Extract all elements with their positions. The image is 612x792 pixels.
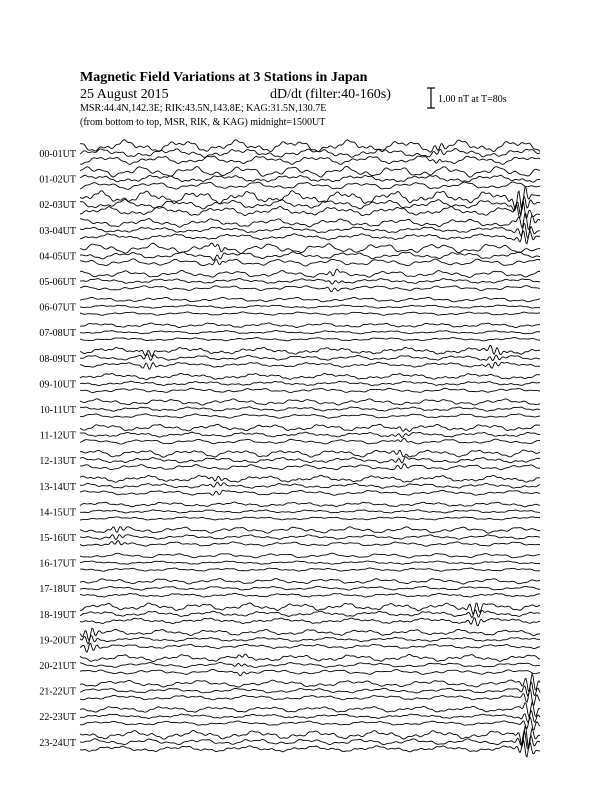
trace-rik [80, 149, 540, 158]
hour-row [39, 654, 540, 676]
row-label: 19-20UT [39, 635, 76, 647]
row-label: 07-08UT [39, 328, 76, 340]
hour-row [39, 553, 540, 571]
order-note: (from bottom to top, MSR, RIK, & KAG) midnight=1500UT [80, 117, 326, 128]
row-label: 03-04UT [39, 225, 76, 237]
trace-rik [80, 252, 540, 260]
hour-row [39, 323, 540, 341]
chart-title: Magnetic Field Variations at 3 Stations in Japan [80, 70, 368, 85]
trace-kag [80, 502, 540, 507]
hour-row [39, 187, 540, 218]
row-label: 05-06UT [39, 277, 76, 288]
trace-kag [80, 243, 540, 253]
trace-msr [80, 286, 540, 292]
trace-kag [80, 603, 540, 614]
trace-kag [80, 475, 540, 482]
trace-rik [80, 279, 540, 285]
trace-kag [80, 553, 540, 558]
hour-row [39, 702, 540, 729]
trace-msr [80, 438, 540, 444]
row-label: 11-12UT [39, 430, 76, 442]
trace-rik [80, 432, 540, 437]
trace-rik [80, 175, 540, 182]
quantity-label: dD/dt (filter:40-160s) [270, 87, 391, 102]
hour-row [39, 297, 540, 315]
trace-rik [80, 535, 540, 540]
hour-row [40, 424, 540, 444]
row-label: 04-05UT [39, 251, 76, 263]
trace-msr [80, 670, 540, 676]
trace-rik [80, 610, 540, 618]
trace-kag [80, 323, 540, 328]
hour-row [39, 450, 540, 470]
hour-row [40, 399, 540, 418]
trace-rik [80, 457, 540, 463]
row-label: 12-13UT [39, 456, 76, 468]
row-label: 17-18UT [39, 584, 76, 596]
scale-bar [427, 88, 435, 108]
hour-row [39, 579, 540, 598]
trace-msr [80, 338, 540, 341]
trace-msr [80, 182, 540, 189]
row-label: 08-09UT [39, 353, 76, 365]
row-label: 22-23UT [39, 712, 76, 724]
trace-kag [80, 527, 540, 533]
hour-row [39, 243, 540, 266]
hour-row [39, 345, 540, 369]
trace-msr [80, 568, 540, 571]
row-label: 16-17UT [39, 558, 76, 570]
trace-kag [80, 399, 540, 405]
trace-msr [80, 517, 540, 520]
row-label: 14-15UT [39, 507, 76, 519]
scale-label: 1.00 nT at T=80s [438, 94, 507, 105]
hour-row [39, 140, 540, 165]
date-label: 25 August 2015 [80, 87, 169, 102]
trace-kag [80, 373, 540, 379]
hour-row [39, 727, 540, 757]
trace-msr [80, 362, 540, 369]
trace-kag [80, 450, 540, 457]
row-label: 06-07UT [39, 302, 76, 314]
trace-rik [80, 381, 540, 385]
trace-msr [80, 414, 540, 418]
row-label: 20-21UT [39, 661, 76, 672]
hour-row [39, 603, 540, 626]
hour-row [39, 166, 540, 189]
trace-kag [80, 424, 540, 431]
trace-rik [80, 482, 540, 488]
stations-label: MSR:44.4N,142.3E; RIK:43.5N,143.8E; KAG:31.5N,130.7E [80, 103, 327, 114]
row-label: 18-19UT [39, 609, 76, 621]
trace-msr [80, 717, 540, 730]
trace-rik [80, 662, 540, 667]
row-label: 23-24UT [39, 737, 76, 749]
row-label: 01-02UT [39, 174, 76, 186]
trace-msr [80, 740, 540, 757]
trace-msr [80, 231, 540, 244]
trace-kag [80, 345, 540, 356]
trace-msr [80, 156, 540, 164]
hour-row [39, 527, 540, 547]
row-label: 02-03UT [39, 200, 76, 212]
trace-msr [80, 689, 540, 705]
trace-msr [80, 388, 540, 392]
trace-rik [80, 407, 540, 411]
trace-kag [80, 727, 540, 748]
row-label: 21-22UT [39, 686, 76, 698]
row-label: 13-14UT [39, 481, 76, 493]
trace-kag [80, 702, 540, 717]
trace-rik [80, 354, 540, 361]
trace-rik [80, 561, 540, 564]
trace-msr [80, 643, 540, 652]
trace-rik [80, 331, 540, 334]
trace-rik [80, 510, 540, 513]
trace-rik [80, 636, 540, 644]
trace-msr [80, 593, 540, 597]
trace-msr [80, 259, 540, 266]
hour-row [39, 475, 540, 495]
hour-row [39, 502, 540, 520]
row-label: 09-10UT [39, 379, 76, 391]
hour-row [39, 628, 540, 652]
trace-rik [80, 586, 540, 590]
trace-rik [80, 711, 540, 723]
row-label: 10-11UT [39, 405, 76, 416]
hour-row [39, 213, 540, 244]
trace-kag [80, 213, 540, 230]
hour-row [39, 373, 540, 392]
trace-kag [80, 269, 540, 277]
hour-row [39, 674, 540, 705]
trace-kag [80, 579, 540, 584]
trace-kag [80, 297, 540, 301]
trace-msr [80, 490, 540, 495]
row-label: 00-01UT [39, 149, 76, 160]
trace-msr [80, 464, 540, 470]
hour-row [39, 269, 540, 292]
trace-kag [80, 654, 540, 661]
trace-msr [80, 312, 540, 315]
trace-msr [80, 618, 540, 626]
trace-msr [80, 541, 540, 547]
row-label: 15-16UT [39, 533, 76, 544]
trace-rik [80, 305, 540, 308]
